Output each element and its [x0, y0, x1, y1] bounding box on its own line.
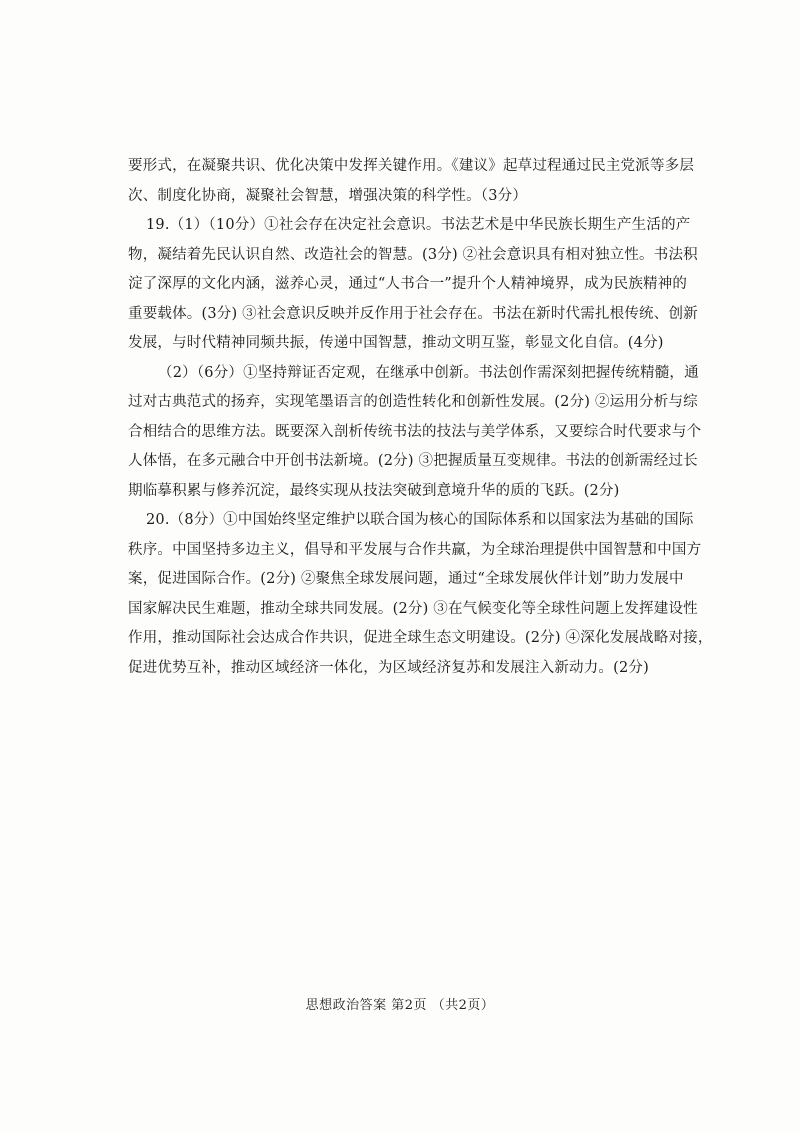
- text-line: 淀了深厚的文化内涵，滋养心灵，通过“人书合一”提升个人精神境界，成为民族精神的: [128, 276, 688, 292]
- text-line: 秩序。中国坚持多边主义，倡导和平发展与合作共赢，为全球治理提供中国智慧和中国方: [128, 541, 702, 558]
- question-20-continued: [128, 536, 713, 684]
- question-19-part-2: [128, 359, 699, 389]
- question-19-part-1: [128, 211, 691, 241]
- text-line: 要形式，在凝聚共识、优化决策中发挥关键作用。《建议》起草过程通过民主党派等多层: [128, 158, 695, 174]
- text-line: 20.（8分）①中国始终坚定维护以联合国为核心的国际体系和以国家法为基础的国际: [146, 512, 694, 528]
- text-line: 重要载体。(3分) ③社会意识反映并反作用于社会存在。书法在新时代需扎根传统、创新: [128, 305, 698, 322]
- text-line: 物，凝结着先民认识自然、改造社会的智慧。(3分) ②社会意识具有相对独立性。书法积: [128, 246, 698, 263]
- intro-paragraph: [128, 152, 695, 211]
- text-line: 促进优势互补，推动区域经济一体化，为区域经济复苏和发展注入新动力。(2分): [128, 659, 649, 676]
- question-19-part-2-continued: [128, 388, 702, 506]
- answer-content: [128, 152, 713, 683]
- text-line: 合相结合的思维方法。既要深入剖析传统书法的技法与美学体系，又要综合时代要求与个: [128, 423, 702, 440]
- text-line: （2）（6分）①坚持辩证否定观，在继承中创新。书法创作需深刻把握传统精髓，通: [158, 364, 699, 381]
- question-20: [128, 506, 694, 536]
- text-line: 国家解决民生难题，推动全球共同发展。(2分) ③在气候变化等全球性问题上发挥建设性: [128, 600, 698, 617]
- text-line: 期临摹积累与修养沉淀，最终实现从技法突破到意境升华的质的飞跃。(2分): [128, 482, 620, 499]
- text-line: 案，促进国际合作。(2分) ②聚焦全球发展问题，通过“全球发展伙伴计划”助力发展中: [128, 571, 684, 587]
- text-line: 次、制度化协商，凝聚社会智慧，增强决策的科学性。（3分）: [128, 187, 528, 204]
- page-footer: 思想政治答案 第2页 （共2页）: [305, 998, 495, 1013]
- text-line: 发展，与时代精神同频共振，传递中国智慧，推动文明互鉴，彰显文化自信。(4分): [128, 335, 664, 351]
- text-line: 过对古典范式的扬弃，实现笔墨语言的创造性转化和创新性发展。(2分) ②运用分析与综: [128, 394, 698, 410]
- text-line: 19.（1）（10分）①社会存在决定社会意识。书法艺术是中华民族长期生产生活的产: [146, 217, 691, 233]
- text-line: 人体悟，在多元融合中开创书法新境。(2分) ③把握质量互变规律。书法的创新需经过长: [128, 453, 698, 469]
- question-19-part-1-continued: [128, 241, 698, 359]
- text-line: 作用，推动国际社会达成合作共识，促进全球生态文明建设。(2分) ④深化发展战略对接，: [128, 630, 713, 646]
